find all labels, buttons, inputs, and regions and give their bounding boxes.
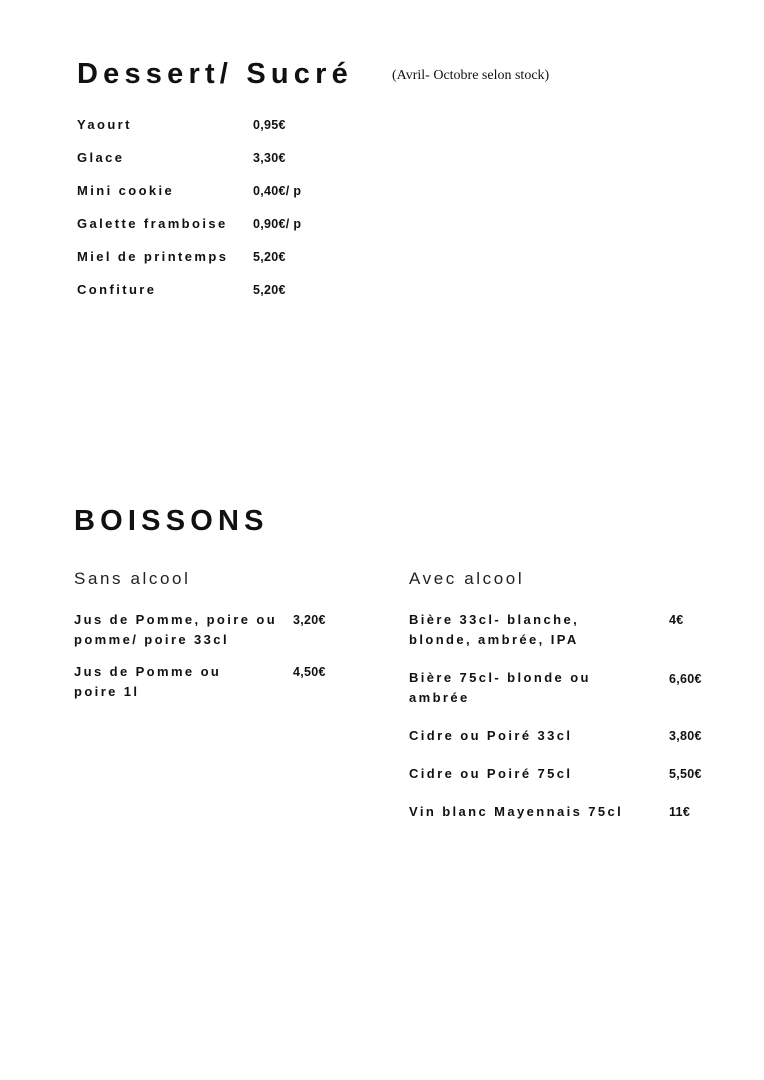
dessert-availability-note: (Avril- Octobre selon stock) (392, 68, 550, 83)
dessert-title: Dessert/ Sucré (77, 58, 353, 90)
sans-alcool-list (74, 610, 344, 710)
dessert-item-price: 5,20€ (253, 250, 286, 264)
drink-item-price: 6,60€ (669, 672, 702, 686)
drink-item-price: 4,50€ (293, 665, 326, 679)
avec-alcool-heading: Avec alcool (409, 569, 525, 588)
dessert-item-name: Confiture (77, 282, 157, 297)
drink-item-name: Jus de Pomme, poire ou pomme/ poire 33cl (74, 612, 278, 647)
drink-item-name: Bière 33cl- blanche, blonde, ambrée, IPA (409, 612, 580, 647)
dessert-item-price: 0,95€ (253, 118, 286, 132)
dessert-item-name: Yaourt (77, 117, 132, 132)
sans-alcool-heading: Sans alcool (74, 569, 191, 588)
dessert-item-name: Galette framboise (77, 216, 228, 231)
drink-item-name: Cidre ou Poiré 75cl (409, 766, 573, 781)
dessert-item-name: Glace (77, 150, 125, 165)
dessert-item-price: 5,20€ (253, 283, 286, 297)
drink-item-name: Cidre ou Poiré 33cl (409, 728, 573, 743)
dessert-item-name: Miel de printemps (77, 249, 229, 264)
drink-item-name: Jus de Pomme ou poire 1l (74, 664, 222, 699)
dessert-item-price: 0,90€/ p (253, 217, 302, 231)
drink-item-price: 4€ (669, 613, 684, 627)
drink-item-price: 3,20€ (293, 613, 326, 627)
avec-alcool-list (409, 610, 729, 830)
dessert-item-price: 0,40€/ p (253, 184, 302, 198)
boissons-title: BOISSONS (74, 505, 269, 537)
dessert-item-name: Mini cookie (77, 183, 175, 198)
drink-item-name: Bière 75cl- blonde ou ambrée (409, 670, 591, 705)
drink-item-name: Vin blanc Mayennais 75cl (409, 804, 624, 819)
drink-item-price: 3,80€ (669, 729, 702, 743)
drink-item-price: 5,50€ (669, 767, 702, 781)
dessert-list (77, 115, 337, 315)
dessert-item-price: 3,30€ (253, 151, 286, 165)
drink-item-price: 11€ (669, 805, 691, 819)
